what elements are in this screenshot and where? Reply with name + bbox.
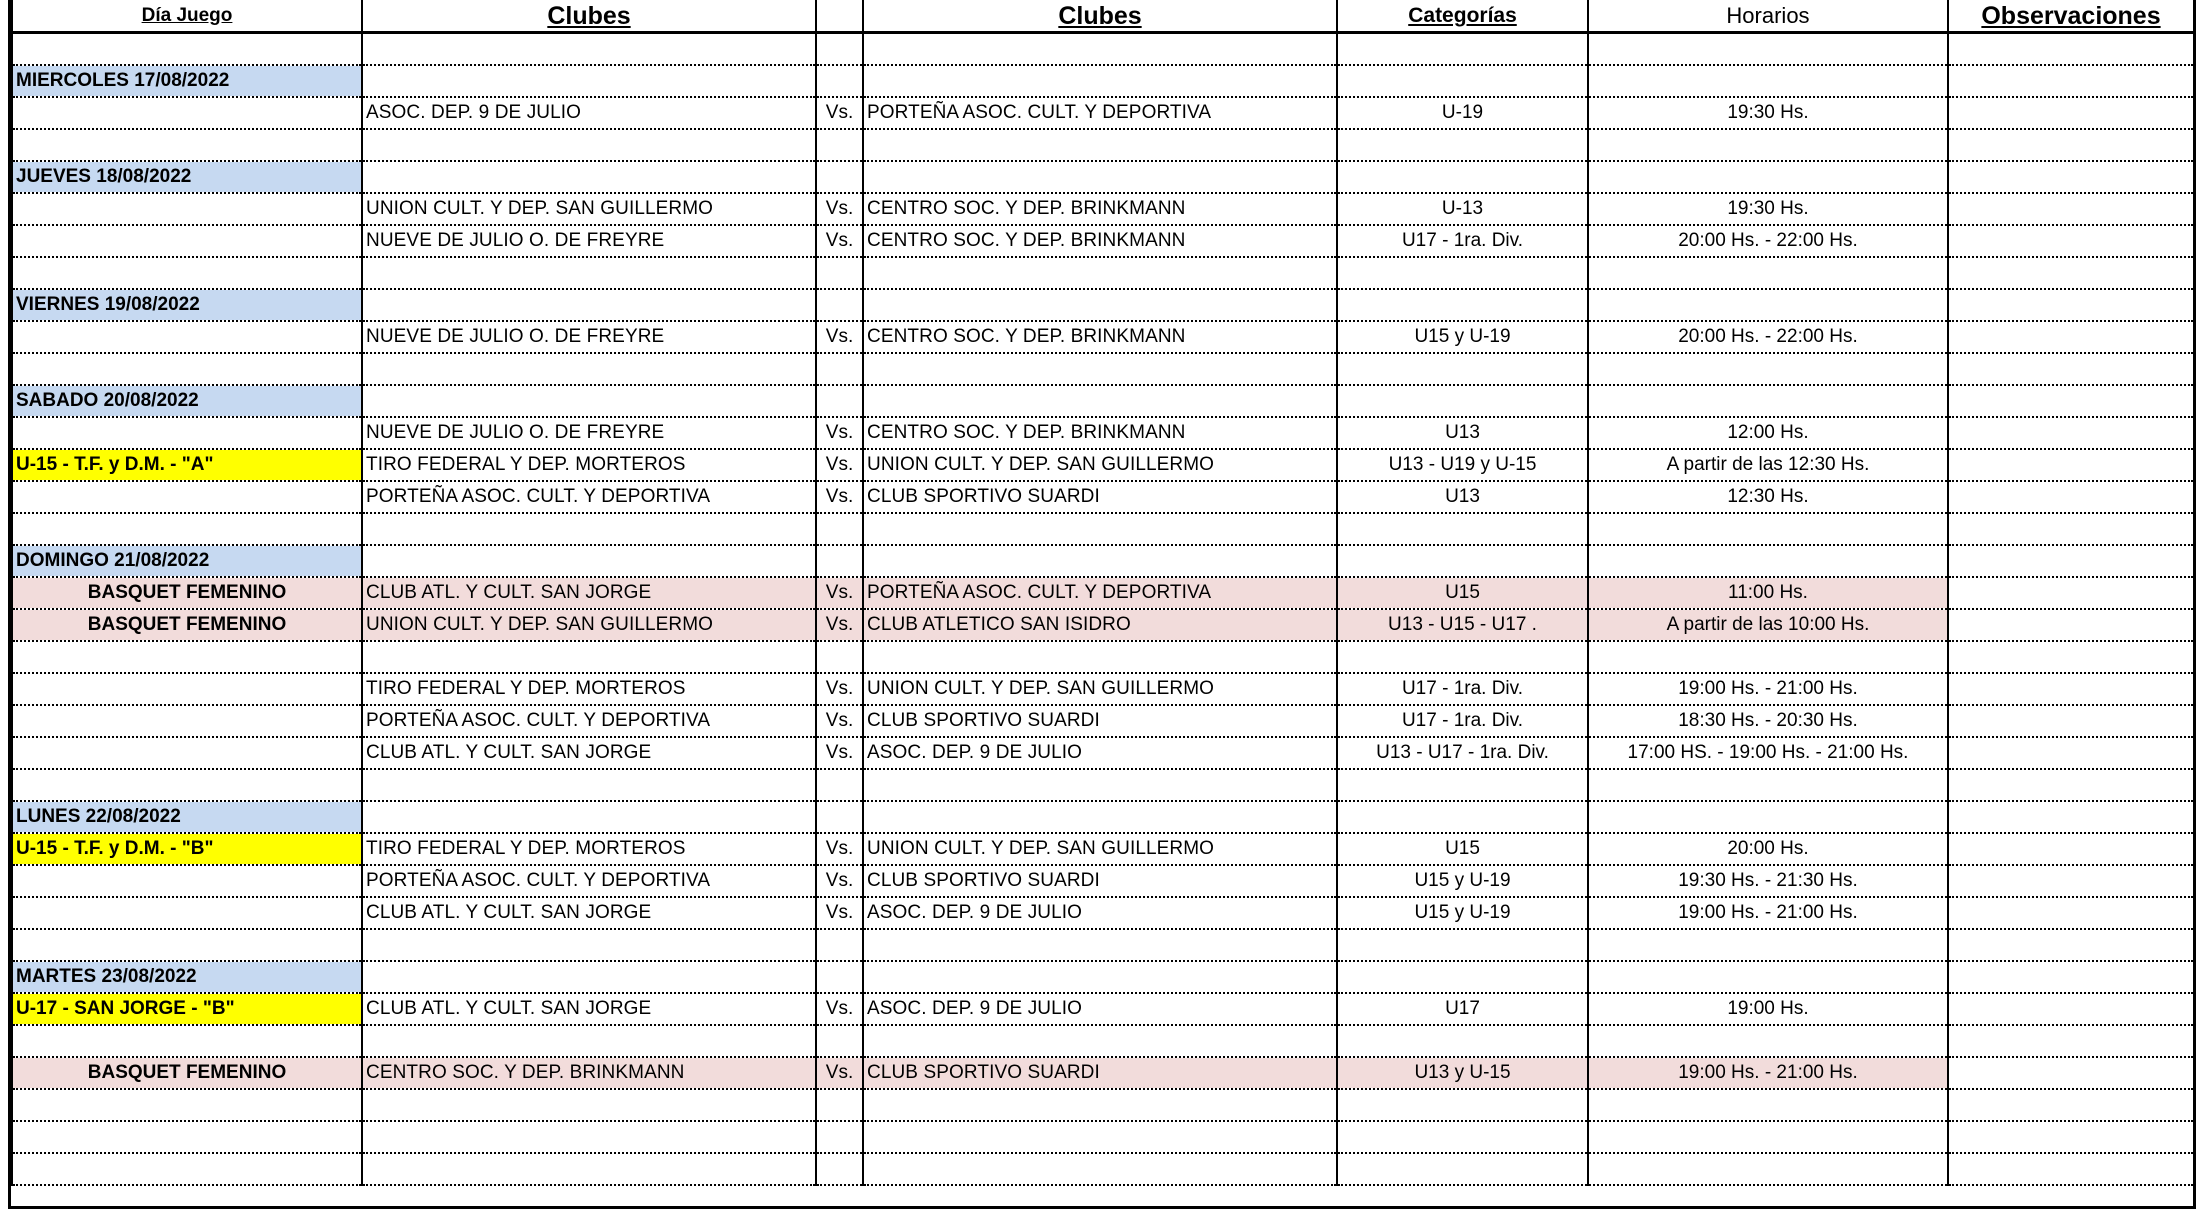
away-club: CENTRO SOC. Y DEP. BRINKMANN — [863, 193, 1337, 225]
home-club-cell — [362, 257, 816, 289]
category: U17 - 1ra. Div. — [1337, 673, 1588, 705]
away-club-cell — [863, 513, 1337, 545]
match-row — [12, 897, 2194, 929]
schedule-time: 19:30 Hs. - 21:30 Hs. — [1588, 865, 1948, 897]
time-cell — [1588, 33, 1948, 66]
header-dia-juego: Día Juego — [12, 0, 362, 33]
vs-cell — [816, 65, 863, 97]
vs-label: Vs. — [816, 993, 863, 1025]
category-cell — [1337, 289, 1588, 321]
home-club-cell — [362, 1089, 816, 1121]
fixture-table — [11, 0, 2195, 1186]
day-label: SABADO 20/08/2022 — [12, 385, 362, 417]
date-cell — [12, 929, 362, 961]
observation-cell — [1948, 801, 2194, 833]
home-club: NUEVE DE JULIO O. DE FREYRE — [362, 417, 816, 449]
match-row — [12, 577, 2194, 609]
observation-cell — [1948, 897, 2194, 929]
category: U15 — [1337, 577, 1588, 609]
home-club: CENTRO SOC. Y DEP. BRINKMANN — [362, 1057, 816, 1089]
vs-label: Vs. — [816, 865, 863, 897]
observation-cell — [1948, 97, 2194, 129]
match-tag: U-17 - SAN JORGE - "B" — [12, 993, 362, 1025]
away-club: CENTRO SOC. Y DEP. BRINKMANN — [863, 321, 1337, 353]
category-cell — [1337, 513, 1588, 545]
away-club-cell — [863, 769, 1337, 801]
away-club: CLUB SPORTIVO SUARDI — [863, 481, 1337, 513]
vs-label: Vs. — [816, 833, 863, 865]
day-header-row — [12, 289, 2194, 321]
vs-cell — [816, 929, 863, 961]
time-cell — [1588, 129, 1948, 161]
fixture-rows — [12, 33, 2194, 1186]
day-header-row — [12, 545, 2194, 577]
category: U15 y U-19 — [1337, 897, 1588, 929]
observation-cell — [1948, 1121, 2194, 1153]
date-cell — [12, 353, 362, 385]
match-row — [12, 705, 2194, 737]
home-club-cell — [362, 1153, 816, 1185]
category-cell — [1337, 961, 1588, 993]
date-cell — [12, 705, 362, 737]
vs-cell — [816, 513, 863, 545]
day-label: JUEVES 18/08/2022 — [12, 161, 362, 193]
blank-row — [12, 1121, 2194, 1153]
time-cell — [1588, 1121, 1948, 1153]
date-cell — [12, 513, 362, 545]
match-row — [12, 673, 2194, 705]
header-categorias: Categorías — [1337, 0, 1588, 33]
blank-row — [12, 1089, 2194, 1121]
home-club: NUEVE DE JULIO O. DE FREYRE — [362, 321, 816, 353]
time-cell — [1588, 385, 1948, 417]
home-club-cell — [362, 385, 816, 417]
category: U17 — [1337, 993, 1588, 1025]
category-cell — [1337, 1089, 1588, 1121]
schedule-time: 12:00 Hs. — [1588, 417, 1948, 449]
home-club-cell — [362, 641, 816, 673]
category-cell — [1337, 257, 1588, 289]
day-header-row — [12, 161, 2194, 193]
time-cell — [1588, 353, 1948, 385]
category-cell — [1337, 385, 1588, 417]
vs-cell — [816, 1121, 863, 1153]
match-row — [12, 449, 2194, 481]
home-club-cell — [362, 289, 816, 321]
blank-row — [12, 513, 2194, 545]
match-row — [12, 737, 2194, 769]
category-cell — [1337, 641, 1588, 673]
observation-cell — [1948, 33, 2194, 66]
vs-cell — [816, 1153, 863, 1185]
home-club: TIRO FEDERAL Y DEP. MORTEROS — [362, 833, 816, 865]
vs-cell — [816, 353, 863, 385]
away-club: ASOC. DEP. 9 DE JULIO — [863, 897, 1337, 929]
away-club-cell — [863, 289, 1337, 321]
category: U13 y U-15 — [1337, 1057, 1588, 1089]
schedule-time: 20:00 Hs. - 22:00 Hs. — [1588, 321, 1948, 353]
home-club: NUEVE DE JULIO O. DE FREYRE — [362, 225, 816, 257]
home-club-cell — [362, 33, 816, 66]
home-club: CLUB ATL. Y CULT. SAN JORGE — [362, 737, 816, 769]
observation-cell — [1948, 129, 2194, 161]
fixture-sheet — [8, 0, 2196, 1209]
vs-cell — [816, 545, 863, 577]
category-cell — [1337, 65, 1588, 97]
time-cell — [1588, 1089, 1948, 1121]
home-club: TIRO FEDERAL Y DEP. MORTEROS — [362, 449, 816, 481]
date-cell — [12, 865, 362, 897]
observation-cell — [1948, 769, 2194, 801]
vs-label: Vs. — [816, 673, 863, 705]
home-club: CLUB ATL. Y CULT. SAN JORGE — [362, 897, 816, 929]
vs-label: Vs. — [816, 417, 863, 449]
observation-cell — [1948, 1057, 2194, 1089]
category-cell — [1337, 353, 1588, 385]
category-cell — [1337, 129, 1588, 161]
schedule-time: 18:30 Hs. - 20:30 Hs. — [1588, 705, 1948, 737]
home-club-cell — [362, 1121, 816, 1153]
schedule-time: A partir de las 12:30 Hs. — [1588, 449, 1948, 481]
observation-cell — [1948, 417, 2194, 449]
header-clubes-left: Clubes — [362, 0, 816, 33]
schedule-time: 20:00 Hs. - 22:00 Hs. — [1588, 225, 1948, 257]
header-row — [12, 0, 2194, 33]
category: U13 — [1337, 417, 1588, 449]
vs-label: Vs. — [816, 481, 863, 513]
vs-cell — [816, 961, 863, 993]
blank-row — [12, 1153, 2194, 1185]
vs-label: Vs. — [816, 705, 863, 737]
match-row — [12, 225, 2194, 257]
blank-row — [12, 129, 2194, 161]
day-label: MIERCOLES 17/08/2022 — [12, 65, 362, 97]
away-club-cell — [863, 1121, 1337, 1153]
home-club: ASOC. DEP. 9 DE JULIO — [362, 97, 816, 129]
category: U-19 — [1337, 97, 1588, 129]
date-cell — [12, 417, 362, 449]
date-cell — [12, 737, 362, 769]
day-label: DOMINGO 21/08/2022 — [12, 545, 362, 577]
match-row — [12, 993, 2194, 1025]
vs-cell — [816, 161, 863, 193]
observation-cell — [1948, 577, 2194, 609]
category: U17 - 1ra. Div. — [1337, 225, 1588, 257]
match-row — [12, 833, 2194, 865]
away-club: PORTEÑA ASOC. CULT. Y DEPORTIVA — [863, 577, 1337, 609]
vs-cell — [816, 1025, 863, 1057]
vs-cell — [816, 257, 863, 289]
blank-row — [12, 929, 2194, 961]
away-club-cell — [863, 33, 1337, 66]
schedule-time: 12:30 Hs. — [1588, 481, 1948, 513]
category: U13 - U19 y U-15 — [1337, 449, 1588, 481]
home-club: CLUB ATL. Y CULT. SAN JORGE — [362, 993, 816, 1025]
blank-row — [12, 33, 2194, 66]
home-club: UNION CULT. Y DEP. SAN GUILLERMO — [362, 609, 816, 641]
header-clubes-right: Clubes — [863, 0, 1337, 33]
vs-label: Vs. — [816, 449, 863, 481]
vs-label: Vs. — [816, 97, 863, 129]
category-cell — [1337, 769, 1588, 801]
match-row — [12, 609, 2194, 641]
home-club-cell — [362, 961, 816, 993]
observation-cell — [1948, 353, 2194, 385]
away-club: CENTRO SOC. Y DEP. BRINKMANN — [863, 225, 1337, 257]
vs-label: Vs. — [816, 225, 863, 257]
day-label: LUNES 22/08/2022 — [12, 801, 362, 833]
blank-row — [12, 353, 2194, 385]
vs-cell — [816, 1089, 863, 1121]
home-club-cell — [362, 801, 816, 833]
observation-cell — [1948, 961, 2194, 993]
schedule-time: 19:30 Hs. — [1588, 97, 1948, 129]
date-cell — [12, 33, 362, 66]
observation-cell — [1948, 673, 2194, 705]
away-club: ASOC. DEP. 9 DE JULIO — [863, 737, 1337, 769]
observation-cell — [1948, 225, 2194, 257]
schedule-time: 20:00 Hs. — [1588, 833, 1948, 865]
home-club: TIRO FEDERAL Y DEP. MORTEROS — [362, 673, 816, 705]
vs-cell — [816, 641, 863, 673]
home-club-cell — [362, 929, 816, 961]
away-club-cell — [863, 257, 1337, 289]
time-cell — [1588, 801, 1948, 833]
schedule-time: 19:00 Hs. - 21:00 Hs. — [1588, 673, 1948, 705]
vs-label: Vs. — [816, 737, 863, 769]
schedule-time: 19:00 Hs. — [1588, 993, 1948, 1025]
category: U15 — [1337, 833, 1588, 865]
vs-cell — [816, 769, 863, 801]
home-club-cell — [362, 545, 816, 577]
home-club-cell — [362, 769, 816, 801]
header-observaciones: Observaciones — [1948, 0, 2194, 33]
day-header-row — [12, 961, 2194, 993]
observation-cell — [1948, 65, 2194, 97]
home-club: PORTEÑA ASOC. CULT. Y DEPORTIVA — [362, 705, 816, 737]
schedule-time: 11:00 Hs. — [1588, 577, 1948, 609]
date-cell — [12, 257, 362, 289]
date-cell — [12, 321, 362, 353]
vs-label: Vs. — [816, 609, 863, 641]
match-row — [12, 481, 2194, 513]
blank-row — [12, 769, 2194, 801]
category-cell — [1337, 545, 1588, 577]
away-club-cell — [863, 961, 1337, 993]
observation-cell — [1948, 705, 2194, 737]
observation-cell — [1948, 993, 2194, 1025]
away-club: CLUB SPORTIVO SUARDI — [863, 865, 1337, 897]
away-club-cell — [863, 929, 1337, 961]
away-club: ASOC. DEP. 9 DE JULIO — [863, 993, 1337, 1025]
away-club-cell — [863, 1089, 1337, 1121]
category-cell — [1337, 801, 1588, 833]
category: U13 - U17 - 1ra. Div. — [1337, 737, 1588, 769]
home-club: CLUB ATL. Y CULT. SAN JORGE — [362, 577, 816, 609]
vs-cell — [816, 385, 863, 417]
category: U15 y U-19 — [1337, 865, 1588, 897]
time-cell — [1588, 65, 1948, 97]
observation-cell — [1948, 161, 2194, 193]
observation-cell — [1948, 609, 2194, 641]
observation-cell — [1948, 929, 2194, 961]
observation-cell — [1948, 641, 2194, 673]
away-club-cell — [863, 353, 1337, 385]
date-cell — [12, 769, 362, 801]
observation-cell — [1948, 1153, 2194, 1185]
time-cell — [1588, 513, 1948, 545]
vs-label: Vs. — [816, 577, 863, 609]
away-club: UNION CULT. Y DEP. SAN GUILLERMO — [863, 833, 1337, 865]
match-tag: U-15 - T.F. y D.M. - "A" — [12, 449, 362, 481]
day-label: MARTES 23/08/2022 — [12, 961, 362, 993]
category-cell — [1337, 33, 1588, 66]
observation-cell — [1948, 449, 2194, 481]
observation-cell — [1948, 1025, 2194, 1057]
away-club-cell — [863, 801, 1337, 833]
day-header-row — [12, 385, 2194, 417]
header-horarios: Horarios — [1588, 0, 1948, 33]
observation-cell — [1948, 481, 2194, 513]
blank-row — [12, 1025, 2194, 1057]
time-cell — [1588, 1153, 1948, 1185]
home-club: PORTEÑA ASOC. CULT. Y DEPORTIVA — [362, 865, 816, 897]
home-club-cell — [362, 129, 816, 161]
match-row — [12, 193, 2194, 225]
match-row — [12, 97, 2194, 129]
time-cell — [1588, 961, 1948, 993]
category: U15 y U-19 — [1337, 321, 1588, 353]
home-club-cell — [362, 1025, 816, 1057]
date-cell — [12, 1121, 362, 1153]
away-club: UNION CULT. Y DEP. SAN GUILLERMO — [863, 673, 1337, 705]
home-club: PORTEÑA ASOC. CULT. Y DEPORTIVA — [362, 481, 816, 513]
vs-label: Vs. — [816, 897, 863, 929]
time-cell — [1588, 769, 1948, 801]
schedule-time: 19:00 Hs. - 21:00 Hs. — [1588, 897, 1948, 929]
match-row — [12, 417, 2194, 449]
day-label: VIERNES 19/08/2022 — [12, 289, 362, 321]
observation-cell — [1948, 193, 2194, 225]
blank-row — [12, 257, 2194, 289]
date-cell — [12, 225, 362, 257]
home-club-cell — [362, 65, 816, 97]
day-header-row — [12, 65, 2194, 97]
vs-cell — [816, 33, 863, 66]
away-club: CLUB SPORTIVO SUARDI — [863, 1057, 1337, 1089]
date-cell — [12, 1025, 362, 1057]
home-club-cell — [362, 513, 816, 545]
date-cell — [12, 129, 362, 161]
home-club: UNION CULT. Y DEP. SAN GUILLERMO — [362, 193, 816, 225]
observation-cell — [1948, 513, 2194, 545]
away-club-cell — [863, 161, 1337, 193]
away-club: CLUB SPORTIVO SUARDI — [863, 705, 1337, 737]
vs-label: Vs. — [816, 321, 863, 353]
date-cell — [12, 641, 362, 673]
schedule-time: 19:30 Hs. — [1588, 193, 1948, 225]
category-cell — [1337, 1153, 1588, 1185]
observation-cell — [1948, 289, 2194, 321]
category: U13 - U15 - U17 . — [1337, 609, 1588, 641]
category-cell — [1337, 161, 1588, 193]
match-row — [12, 321, 2194, 353]
category: U13 — [1337, 481, 1588, 513]
match-tag: U-15 - T.F. y D.M. - "B" — [12, 833, 362, 865]
category-cell — [1337, 929, 1588, 961]
vs-cell — [816, 801, 863, 833]
away-club: UNION CULT. Y DEP. SAN GUILLERMO — [863, 449, 1337, 481]
category-cell — [1337, 1121, 1588, 1153]
match-tag: BASQUET FEMENINO — [12, 1057, 362, 1089]
observation-cell — [1948, 257, 2194, 289]
category: U-13 — [1337, 193, 1588, 225]
away-club: CLUB ATLETICO SAN ISIDRO — [863, 609, 1337, 641]
match-tag: BASQUET FEMENINO — [12, 577, 362, 609]
vs-cell — [816, 289, 863, 321]
observation-cell — [1948, 737, 2194, 769]
time-cell — [1588, 257, 1948, 289]
observation-cell — [1948, 833, 2194, 865]
away-club: PORTEÑA ASOC. CULT. Y DEPORTIVA — [863, 97, 1337, 129]
observation-cell — [1948, 865, 2194, 897]
date-cell — [12, 1089, 362, 1121]
date-cell — [12, 481, 362, 513]
time-cell — [1588, 545, 1948, 577]
observation-cell — [1948, 545, 2194, 577]
away-club-cell — [863, 1025, 1337, 1057]
match-tag: BASQUET FEMENINO — [12, 609, 362, 641]
category-cell — [1337, 1025, 1588, 1057]
away-club-cell — [863, 545, 1337, 577]
away-club-cell — [863, 641, 1337, 673]
vs-label: Vs. — [816, 1057, 863, 1089]
date-cell — [12, 193, 362, 225]
date-cell — [12, 1153, 362, 1185]
date-cell — [12, 673, 362, 705]
away-club-cell — [863, 385, 1337, 417]
blank-row — [12, 641, 2194, 673]
schedule-time: 17:00 HS. - 19:00 Hs. - 21:00 Hs. — [1588, 737, 1948, 769]
vs-cell — [816, 129, 863, 161]
schedule-time: 19:00 Hs. - 21:00 Hs. — [1588, 1057, 1948, 1089]
observation-cell — [1948, 1089, 2194, 1121]
time-cell — [1588, 289, 1948, 321]
schedule-time: A partir de las 10:00 Hs. — [1588, 609, 1948, 641]
away-club-cell — [863, 65, 1337, 97]
home-club-cell — [362, 161, 816, 193]
time-cell — [1588, 929, 1948, 961]
match-row — [12, 865, 2194, 897]
header-vs-spacer — [816, 0, 863, 33]
date-cell — [12, 97, 362, 129]
match-row — [12, 1057, 2194, 1089]
away-club-cell — [863, 1153, 1337, 1185]
time-cell — [1588, 161, 1948, 193]
vs-label: Vs. — [816, 193, 863, 225]
away-club-cell — [863, 129, 1337, 161]
date-cell — [12, 897, 362, 929]
observation-cell — [1948, 385, 2194, 417]
home-club-cell — [362, 353, 816, 385]
away-club: CENTRO SOC. Y DEP. BRINKMANN — [863, 417, 1337, 449]
day-header-row — [12, 801, 2194, 833]
time-cell — [1588, 1025, 1948, 1057]
time-cell — [1588, 641, 1948, 673]
observation-cell — [1948, 321, 2194, 353]
category: U17 - 1ra. Div. — [1337, 705, 1588, 737]
